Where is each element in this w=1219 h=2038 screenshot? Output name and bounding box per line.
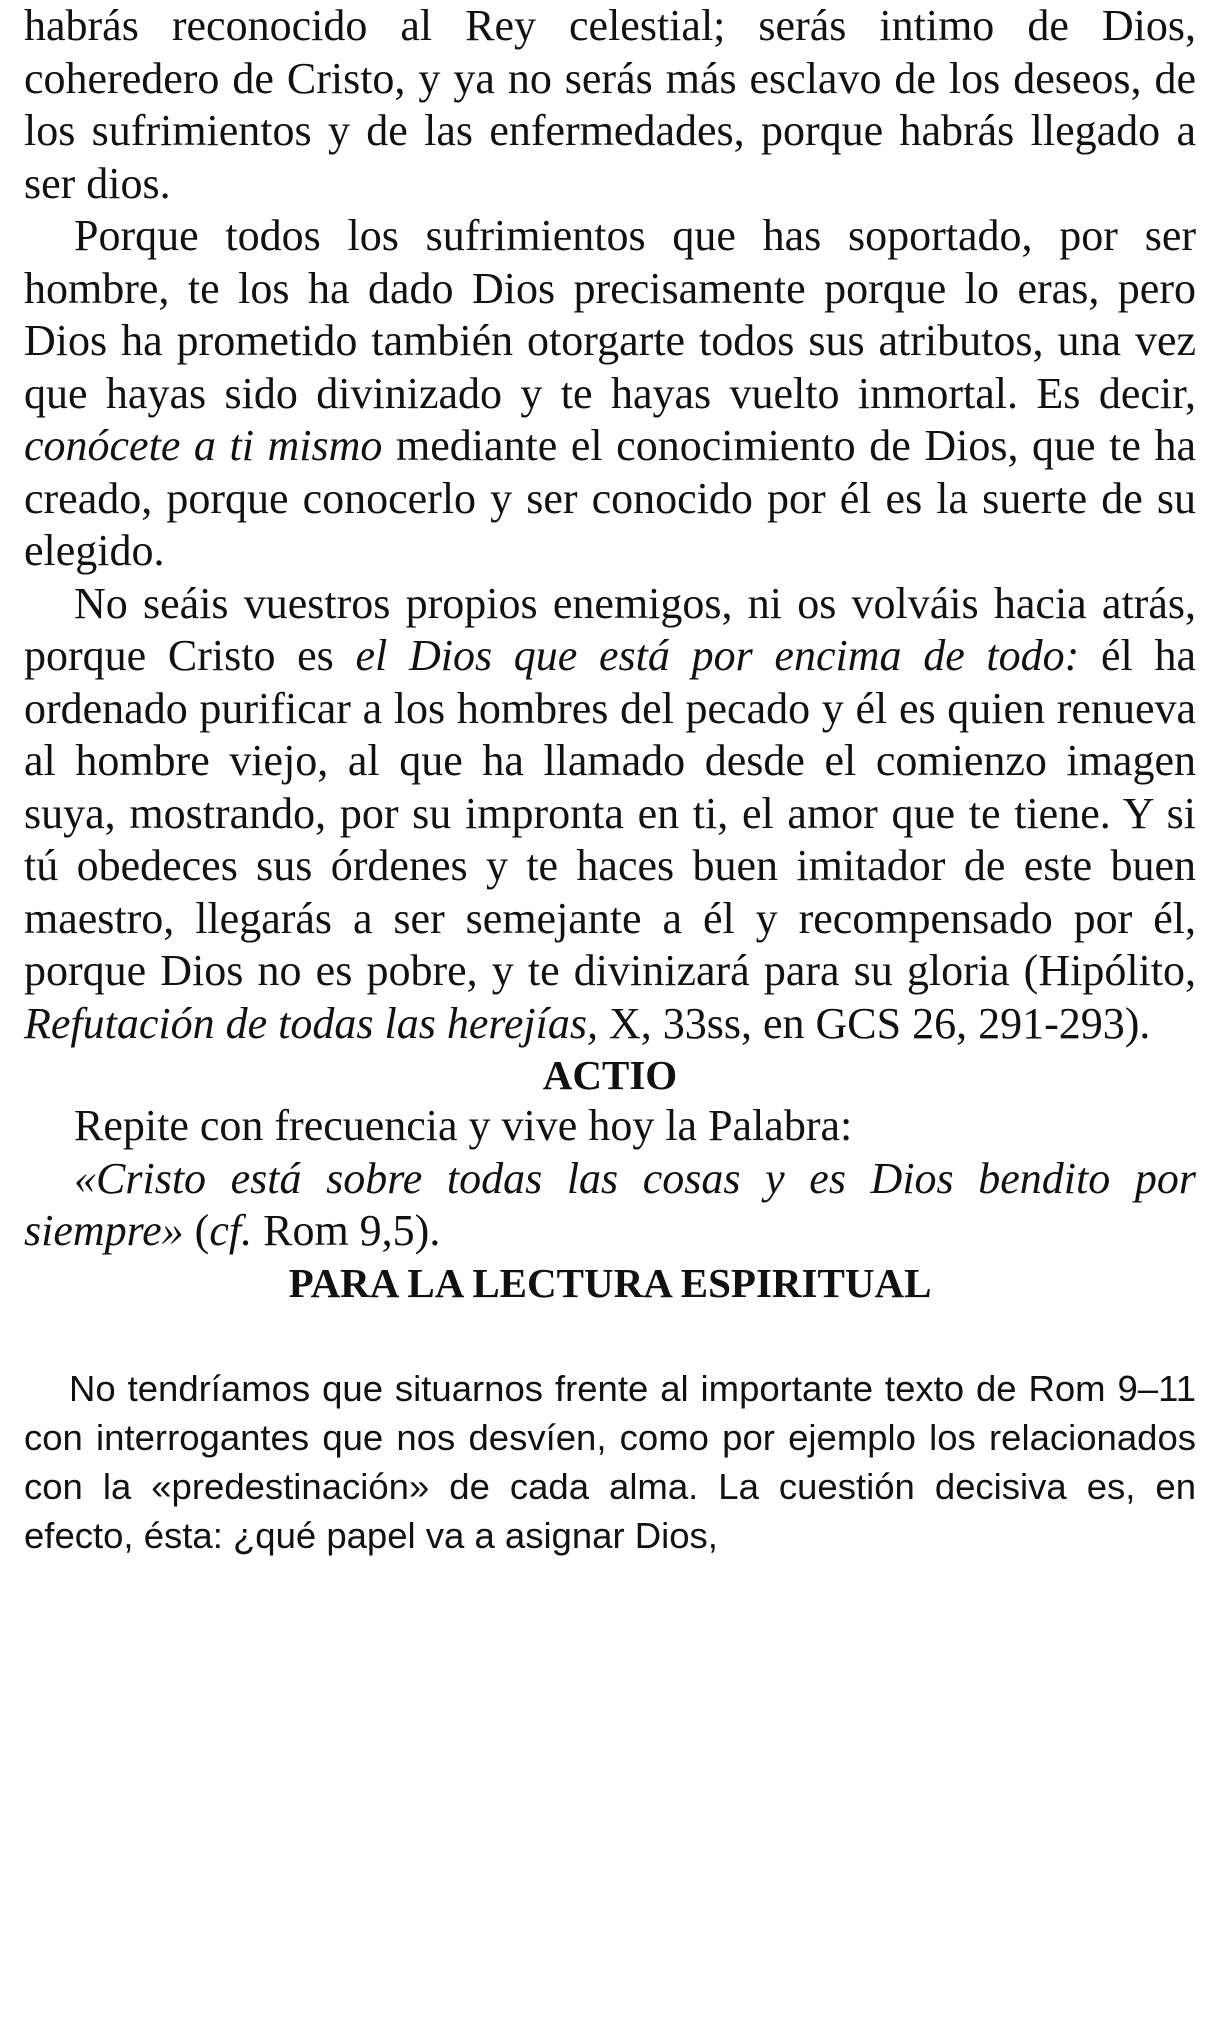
lectura-paragraph: No tendríamos que situarnos frente al importante texto de Rom 9–11 con interrogantes que nos desvíen, como por ejemplo los relacionados con la «predestinación» de cada alma. La cuestión decisiva es, en efecto, ésta: ¿qué papel va a asignar Dios, [24,1367,1196,1556]
actio-line: Repite con frecuencia y vive hoy la Palabra: [74,1101,853,1150]
paragraph-2-text-2: mediante el conocimiento de Dios, que te ha creado, porque conocerlo y ser conocido por él es la suerte de su elegido. [24,421,1196,575]
document-page [24,0,1196,1560]
paragraph-2-text-1: Porque todos los sufrimientos que has soportado, por ser hombre, te los ha dado Dios precisamente porque lo eras, pero Dios ha prometido también otorgarte todos sus atributos, una vez que hayas sido divinizado y te hayas vuelto inmortal. Es decir, [24,211,1196,418]
paragraph-2-italic: conócete a ti mismo [24,421,383,470]
actio-quote-paragraph [24,1153,1196,1258]
paragraph-3-italic-2: Refutación de todas las herejías, [24,998,598,1048]
lectura-heading: PARA LA LECTURA ESPIRITUAL [288,1259,932,1306]
paragraph-1-text: habrás reconocido al Rey celestial; serás intimo de Dios, coheredero de Cristo, y ya no serás más esclavo de los deseos, de los sufrimientos y de las enfermedades, porque habrás llegado a ser dios. [24,1,1196,208]
actio-reference: Rom 9,5). [252,1206,441,1255]
actio-quote: «Cristo está sobre todas las cosas y es Dios bendito por siempre» [24,1153,1196,1255]
paragraph-3-text-1: No seáis vuestros propios enemigos, ni os volváis hacia atrás, porque Cristo es [24,578,1196,680]
paragraph-1 [24,0,1196,210]
paragraph-3-text-3: X, 33ss, en GCS 26, 291-293). [597,998,1151,1048]
paragraph-3-text-2: él ha ordenado purificar a los hombres del pecado y él es quien renueva al hombre viejo, al que ha llamado desde el comienzo imagen suya, mostrando, por su impronta en ti, el amor que te tiene. Y si tú obedeces sus órdenes y te haces buen imitador de este buen maestro, llegarás a ser semejante a él y recompensado por él, porque Dios no es pobre, y te divinizará para su gloria (Hipólito, [24,631,1196,995]
actio-reference-open: ( [183,1206,210,1255]
actio-cf: cf. [209,1206,253,1255]
paragraph-3-italic-1: el Dios que está por encima de todo: [355,631,1080,680]
paragraph-2 [24,210,1196,578]
paragraph-3 [24,578,1196,1051]
actio-heading: ACTIO [542,1052,678,1098]
